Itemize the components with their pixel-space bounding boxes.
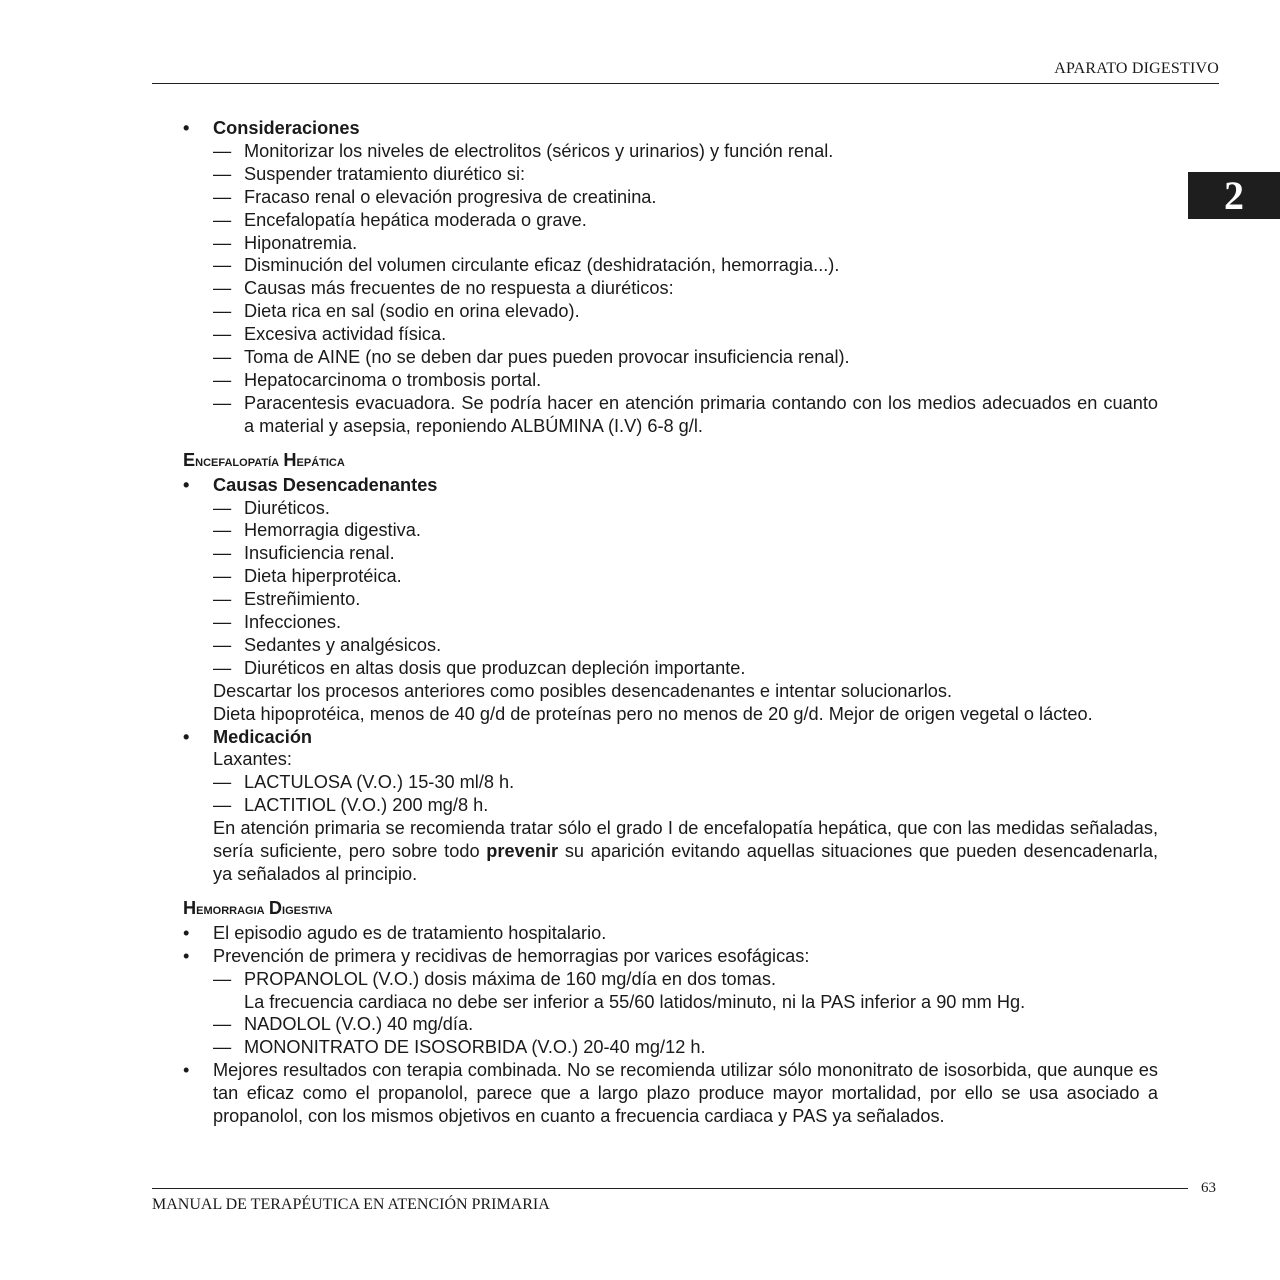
paragraph: Dieta hipoprotéica, menos de 40 g/d de proteínas pero no menos de 20 g/d. Mejor de origen vegetal o lácteo. [213, 703, 1093, 724]
list-item: — Dieta rica en sal (sodio en orina elevado). [183, 300, 1158, 323]
list-item: — MONONITRATO DE ISOSORBIDA (V.O.) 20-40 mg/12 h. [183, 1036, 1158, 1059]
page-content [183, 117, 1158, 1128]
footer-rule [152, 1188, 1188, 1189]
running-head: APARATO DIGESTIVO [1054, 60, 1219, 77]
list-item: — Toma de AINE (no se deben dar pues pueden provocar insuficiencia renal). [183, 346, 1158, 369]
section-heading-encefalopatia [183, 449, 1158, 474]
list-item: — Suspender tratamiento diurético si: [183, 163, 1158, 186]
paragraph-text: En atención primaria se recomienda tratar sólo el grado I de encefalopatía hepática, que con las medidas señaladas, sería suficiente, pero sobre todo [213, 818, 1158, 862]
paragraph: Descartar los procesos anteriores como posibles desencadenantes e intentar solucionarlos. [213, 680, 953, 701]
bullet-item: • Prevención de primera y recidivas de hemorragias por varices esofágicas: [183, 945, 1158, 968]
heading-cap: H [283, 449, 297, 470]
list-item: — PROPANOLOL (V.O.) dosis máxima de 160 mg/día en dos tomas. [183, 968, 1158, 991]
medicacion-title: • Medicación [183, 726, 1158, 749]
heading-text: igestiva [282, 900, 333, 918]
section-heading-hemorragia [183, 897, 1158, 922]
list-item: — LACTITIOL (V.O.) 200 mg/8 h. [183, 794, 1158, 817]
list-item: — Sedantes y analgésicos. [183, 634, 1158, 657]
list-item: — Encefalopatía hepática moderada o grave. [183, 209, 1158, 232]
list-item: — LACTULOSA (V.O.) 15-30 ml/8 h. [183, 771, 1158, 794]
page-number: 63 [1201, 1180, 1216, 1196]
emphasis-text: prevenir [486, 841, 559, 862]
heading-text: epática [296, 452, 345, 470]
list-item: — Hemorragia digestiva. [183, 519, 1158, 542]
list-item: — Diuréticos en altas dosis que produzcan depleción importante. [183, 657, 1158, 680]
heading-text: ncefalopatía [195, 452, 284, 470]
list-item: — Estreñimiento. [183, 588, 1158, 611]
list-item: — Hepatocarcinoma o trombosis portal. [183, 369, 1158, 392]
list-item-note: La frecuencia cardiaca no debe ser inferior a 55/60 latidos/minuto, ni la PAS inferior a 90 mm Hg. [244, 991, 1026, 1012]
list-item: — Causas más frecuentes de no respuesta a diuréticos: [183, 277, 1158, 300]
paragraph-text: su aparición evitando aquellas situaciones que pueden desencadenarla, ya señalados al principio. [213, 841, 1158, 884]
bullet-item: • El episodio agudo es de tratamiento hospitalario. [183, 922, 1158, 945]
list-item: — Fracaso renal o elevación progresiva de creatinina. [183, 186, 1158, 209]
list-item: — Monitorizar los niveles de electrolitos (séricos y urinarios) y función renal. [183, 140, 1158, 163]
laxantes-label: Laxantes: [213, 749, 292, 770]
list-item: — Disminución del volumen circulante eficaz (deshidratación, hemorragia...). [183, 254, 1158, 277]
heading-cap: D [268, 897, 283, 918]
heading-text: emorragia [196, 900, 269, 918]
list-item: — Excesiva actividad física. [183, 323, 1158, 346]
list-item: — Insuficiencia renal. [183, 542, 1158, 565]
list-item: — Dieta hiperprotéica. [183, 565, 1158, 588]
bullet-item: • Mejores resultados con terapia combinada. No se recomienda utilizar sólo mononitrato de isosorbida, que aunque es tan eficaz como el propanolol, parece que a largo plazo produce mayor mortalidad, por ello se usa asociado a propanolol, con los mismos objetivos en cuanto a frecuencia cardiaca y PAS ya señalados. [183, 1059, 1158, 1128]
list-item: — Diuréticos. [183, 497, 1158, 520]
heading-cap: H [183, 897, 197, 918]
causas-title: • Causas Desencadenantes [183, 474, 1158, 497]
paragraph [183, 817, 1158, 886]
header-rule [152, 83, 1219, 84]
list-item: — Paracentesis evacuadora. Se podría hacer en atención primaria contando con los medios adecuados en cuanto a material y asepsia, reponiendo ALBÚMINA (I.V) 6-8 g/l. [183, 392, 1158, 438]
list-item: — NADOLOL (V.O.) 40 mg/día. [183, 1013, 1158, 1036]
list-item: — Infecciones. [183, 611, 1158, 634]
heading-cap: E [183, 449, 196, 470]
book-title: MANUAL DE TERAPÉUTICA EN ATENCIÓN PRIMARIA [152, 1196, 550, 1213]
list-item: — Hiponatremia. [183, 232, 1158, 255]
chapter-tab: 2 [1188, 172, 1280, 219]
consideraciones-title: • Consideraciones [183, 117, 1158, 140]
